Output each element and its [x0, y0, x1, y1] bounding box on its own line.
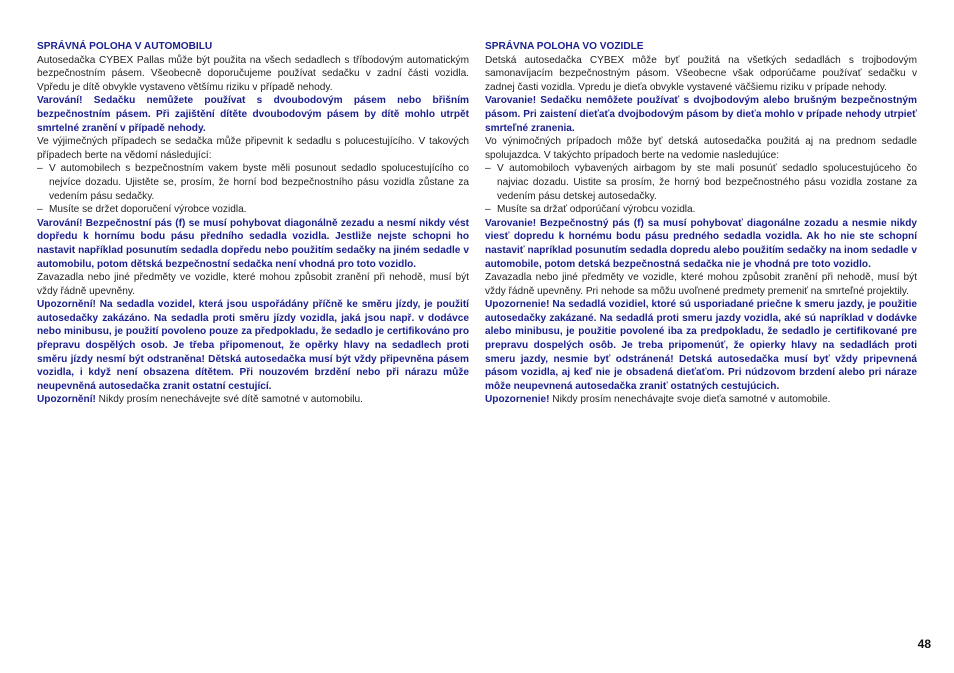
warning-text: Nikdy prosím nenechávejte své dítě samotné v automobilu. [95, 394, 363, 406]
intro-paragraph: Autosedačka CYBEX Pallas může být použita na všech sedadlech s tříbodovým automatickým bezpečnostním pásem. Všeobecně doporučujeme používat sedačku v zadní části vozidla. Vpředu je dítě obvykle vystaveno většímu riziku v případě nehody. [37, 54, 469, 93]
front-seat-list [37, 162, 469, 216]
warning-unattended [37, 393, 469, 407]
front-seat-paragraph: Ve výjimečných případech se sedačka může připevnit k sedadlu s polucestujícího. V takových případech berte na vědomí následující: [37, 136, 469, 161]
list-item: – Musíte se držet doporučení výrobce vozidla. [37, 203, 469, 217]
list-item: – V automobilech s bezpečnostním vakem byste měli posunout sedadlo spolucestujícího co nejvíce dozadu. Ujistěte se, prosím, že horní bod bezpečnostního pásu vozidla zůstane za vedením pásu sedačky. [37, 162, 469, 203]
list-item: – V automobiloch vybavených airbagom by ste mali posunúť sedadlo spolucestujúceho čo najviac dozadu. Uistite sa prosím, že horný bod bezpečnostného pásu vozidla zostane za vedením pásu detskej autosedačky. [485, 162, 917, 203]
warning-belt-routing: Varování! Bezpečnostní pás (f) se musí pohybovat diagonálně zezadu a nesmí nikdy vést dopředu k hornímu bodu pásu předního sedadla vozidla. Jestliže nejste schopni ho nastavit například posunutím sedadla dopředu nebo použitím sedačky na jiném sedadle v automobilu, potom dětská bezpečnostní sedačka není vhodná pro toto vozidlo. [37, 217, 469, 270]
section-heading: SPRÁVNA POLOHA VO VOZIDLE [485, 41, 644, 52]
luggage-paragraph: Zavazadla nebo jiné předměty ve vozidle, které mohou způsobit zranění při nehodě, musí být vždy řádně upevněny. [37, 272, 469, 297]
warning-lap-belt: Varovanie! Sedačku nemôžete používať s dvojbodovým alebo brušným bezpečnostným pásom. Pri zaistení dieťaťa dvojbodovým pásom by dieťa mohlo v prípade nehody utrpieť smrteľné zranenia. [485, 95, 917, 134]
warning-unattended [485, 393, 917, 407]
slovak-column [485, 40, 917, 407]
warning-lap-belt: Varování! Sedačku nemůžete používat s dvoubodovým pásem nebo břišním bezpečnostním pásem. Při zajištění dítěte dvoubodovým pásem by dítě mohlo utrpět smrtelné zranění v případě nehody. [37, 95, 469, 134]
warning-label: Upozornění! [37, 394, 96, 406]
warning-seat-orientation: Upozornenie! Na sedadlá vozidiel, ktoré sú usporiadané priečne k smeru jazdy, je použitie autosedačky zakázané. Na sedadlá proti smeru jazdy vozidla, aké sú napríklad v dodávke alebo minibusu, je použitie povolené iba za predpokladu, že sedadlo je certifikované pre prepravu dospelých osôb. Je treba pripomenúť, že opierky hlavy na sedadlách proti smeru jazdy, nesmie byť odstránená! Detská autosedačka musí byť vždy pripevnená pásom vozidla, aj keď nie je obsadená dieťaťom. Pri núdzovom brzdení alebo pri náraze môže neupevnená autosedačka zraniť ostatných cestujúcich. [485, 299, 917, 392]
intro-paragraph: Detská autosedačka CYBEX môže byť použitá na všetkých sedadlách s trojbodovým samonavíjacím bezpečnostným pásom. Všeobecne však odporúčame používať sedačku v zadnej časti vozidla. Vpredu je dieťa obvykle vystavené väčšiemu riziku v prípade nehody. [485, 54, 917, 93]
luggage-paragraph: Zavazadla nebo jiné předměty ve vozidle, které mohou způsobit zranění při nehodě, musí být vždy řádně upevněny. Pri nehode sa môžu uvoľnené predmety premeniť na smrteľné projektily. [485, 272, 917, 297]
warning-label: Upozornenie! [485, 394, 550, 406]
page-number: 48 [917, 637, 931, 651]
warning-seat-orientation: Upozornění! Na sedadla vozidel, která jsou uspořádány příčně ke směru jízdy, je použití autosedačky zakázáno. Na sedadla proti směru jízdy vozidla, jaká jsou např. v dodávce nebo minibusu, je použití povoleno pouze za předpokladu, že sedadlo je certifikováno pro přepravu dospělých osob. Je třeba připomenout, že opěrky hlavy na sedadlech proti směru jízdy nesmí být odstraněna! Dětská autosedačka musí být vždy připevněna pásem vozidla, i když není obsazena dítětem. Při nouzovém brzdění nebo při nárazu může neupevněná autosedačka zranit ostatní cestující. [37, 299, 469, 392]
warning-text: Nikdy prosím nenechávajte svoje dieťa samotné v automobile. [549, 394, 831, 406]
section-heading: SPRÁVNÁ POLOHA V AUTOMOBILU [37, 41, 213, 52]
list-item: – Musíte sa držať odporúčaní výrobcu vozidla. [485, 203, 917, 217]
czech-column [37, 40, 469, 407]
front-seat-list [485, 162, 917, 216]
warning-belt-routing: Varovanie! Bezpečnostný pás (f) sa musí pohybovať diagonálne zozadu a nesmie nikdy viesť dopredu k hornému bodu pásu predného sedadla vozidla. Ak ho nie ste schopní nastaviť napríklad posunutím sedadla dopredu alebo použitím sedačky na inom sedadle v automobile, potom detská bezpečnostná sedačka nie je vhodná pre toto vozidlo. [485, 217, 917, 270]
front-seat-paragraph: Vo výnimočných prípadoch môže byť detská autosedačka použitá aj na prednom sedadle spolujazdca. V takýchto prípadoch berte na vedomie nasledujúce: [485, 136, 917, 161]
